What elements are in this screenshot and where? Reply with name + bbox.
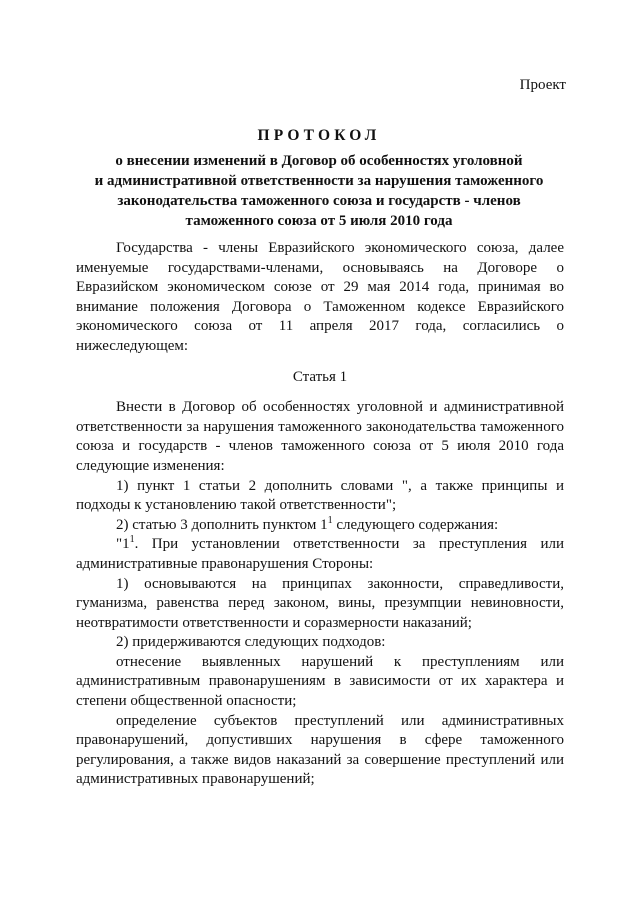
amendment-item-2-text: 2) статью 3 дополнить пунктом 1 bbox=[116, 516, 328, 533]
subtitle-line: и административной ответственности за нарушения таможенного bbox=[94, 173, 544, 189]
amendment-item-2 bbox=[76, 516, 564, 536]
subtitle-line: о внесении изменений в Договор об особенностях уголовной bbox=[115, 153, 523, 169]
superscript-marker: 1 bbox=[327, 514, 333, 526]
article-heading: Статья 1 bbox=[292, 368, 348, 385]
new-point-paragraph bbox=[76, 535, 564, 574]
amendment-item-2-tail: следующего содержания: bbox=[332, 516, 499, 533]
superscript-marker: 1 bbox=[129, 534, 135, 546]
document-subtitle bbox=[76, 151, 562, 231]
new-point-number: "1 bbox=[116, 536, 130, 553]
new-point-text: . При установлении ответственности за преступления или административные правонарушения Стороны: bbox=[76, 536, 564, 572]
amendment-item-1: 1) пункт 1 статьи 2 дополнить словами ", а также принципы и подходы к установлению такой ответственности"; bbox=[76, 477, 564, 514]
approach-subjects-paragraph: определение субъектов преступлений или административных правонарушений, допустивших нарушения в сфере таможенного регулирования, а также видов наказаний за совершение преступлений или административных правонарушений; bbox=[76, 712, 564, 788]
subtitle-line: законодательства таможенного союза и государств - членов bbox=[117, 193, 521, 209]
document-body bbox=[76, 239, 564, 790]
approach-classification-paragraph: отнесение выявленных нарушений к преступлениям или административным правонарушениям в зависимости от их характера и степени общественной опасности; bbox=[76, 653, 564, 710]
preamble-paragraph: Государства - члены Евразийского экономического союза, далее именуемые государствами-членами, основываясь на Договоре о Евразийском экономическом союзе от 29 мая 2014 года, принимая во внимание положения Договора о Таможенном кодексе Евразийского экономического союза от 11 апреля 2017 года, согласились о нижеследующем: bbox=[76, 240, 564, 354]
principles-paragraph: 1) основываются на принципах законности, справедливости, гуманизма, равенства перед законом, вины, презумпции невиновности, неотвратимости ответственности и соразмерности наказаний; bbox=[76, 575, 564, 631]
document-title: ПРОТОКОЛ bbox=[257, 127, 381, 144]
subtitle-line: таможенного союза от 5 июля 2010 года bbox=[185, 213, 453, 229]
draft-label: Проект bbox=[519, 77, 566, 93]
approaches-paragraph: 2) придерживаются следующих подходов: bbox=[116, 634, 386, 651]
amendment-intro-paragraph: Внести в Договор об особенностях уголовной и административной ответственности за нарушения таможенного законодательства таможенного союза и государств - членов таможенного союза от 5 июля 2010 года следующие изменения: bbox=[76, 399, 564, 474]
